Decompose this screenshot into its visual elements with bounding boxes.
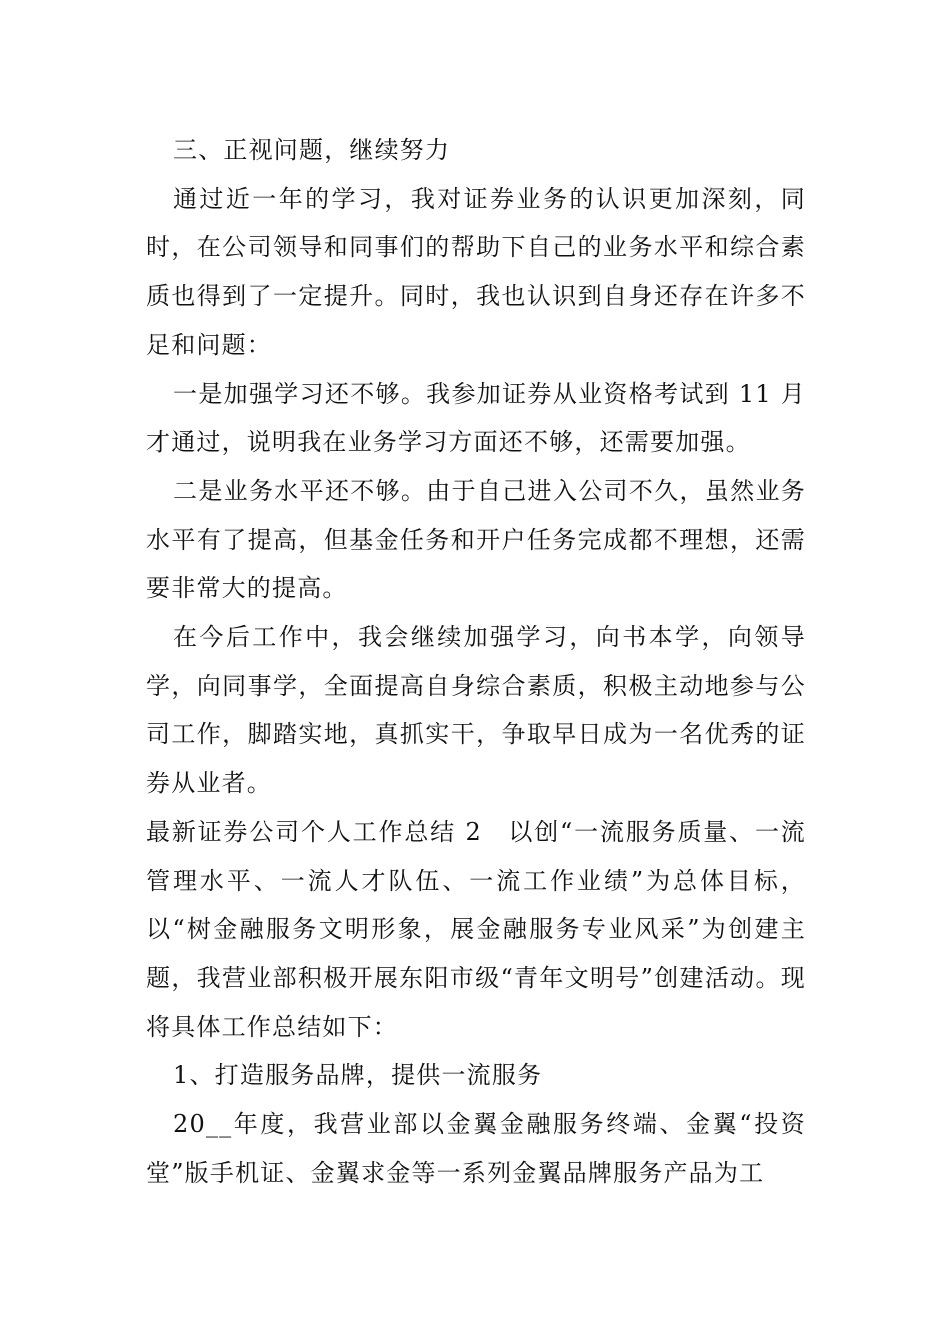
paragraph: 二是业务水平还不够。由于自己进入公司不久，虽然业务水平有了提高，但基金任务和开户任务完成都不理想，还需要非常大的提高。: [146, 476, 806, 603]
paragraph: 通过近一年的学习，我对证券业务的认识更加深刻，同时，在公司领导和同事们的帮助下自己的业务水平和综合素质也得到了一定提升。同时，我也认识到自身还存在许多不足和问题：: [146, 184, 806, 359]
paragraph: 在今后工作中，我会继续加强学习，向书本学，向领导学，向同事学，全面提高自身综合素质，积极主动地参与公司工作，脚踏实地，真抓实干，争取早日成为一名优秀的证券从业者。: [146, 623, 806, 798]
section-heading: 三、正视问题，继续努力: [173, 136, 451, 164]
paragraph: 一是加强学习还不够。我参加证券从业资格考试到 11 月才通过，说明我在业务学习方面还不够，还需要加强。: [146, 379, 806, 457]
document-body: [146, 126, 806, 1197]
paragraph: 20__年度，我营业部以金翼金融服务终端、金翼“投资堂”版手机证、金翼求金等一系列金翼品牌服务产品为工: [146, 1110, 806, 1187]
subsection-heading: 1、打造服务品牌，提供一流服务: [173, 1061, 543, 1090]
paragraph: 最新证券公司个人工作总结 2 以创“一流服务质量、一流管理水平、一流人才队伍、一流工作业绩”为总体目标，以“树金融服务文明形象，展金融服务专业风采”为创建主题，我营业部积极开展东阳市级“青年文明号”创建活动。现将具体工作总结如下：: [146, 817, 806, 1041]
